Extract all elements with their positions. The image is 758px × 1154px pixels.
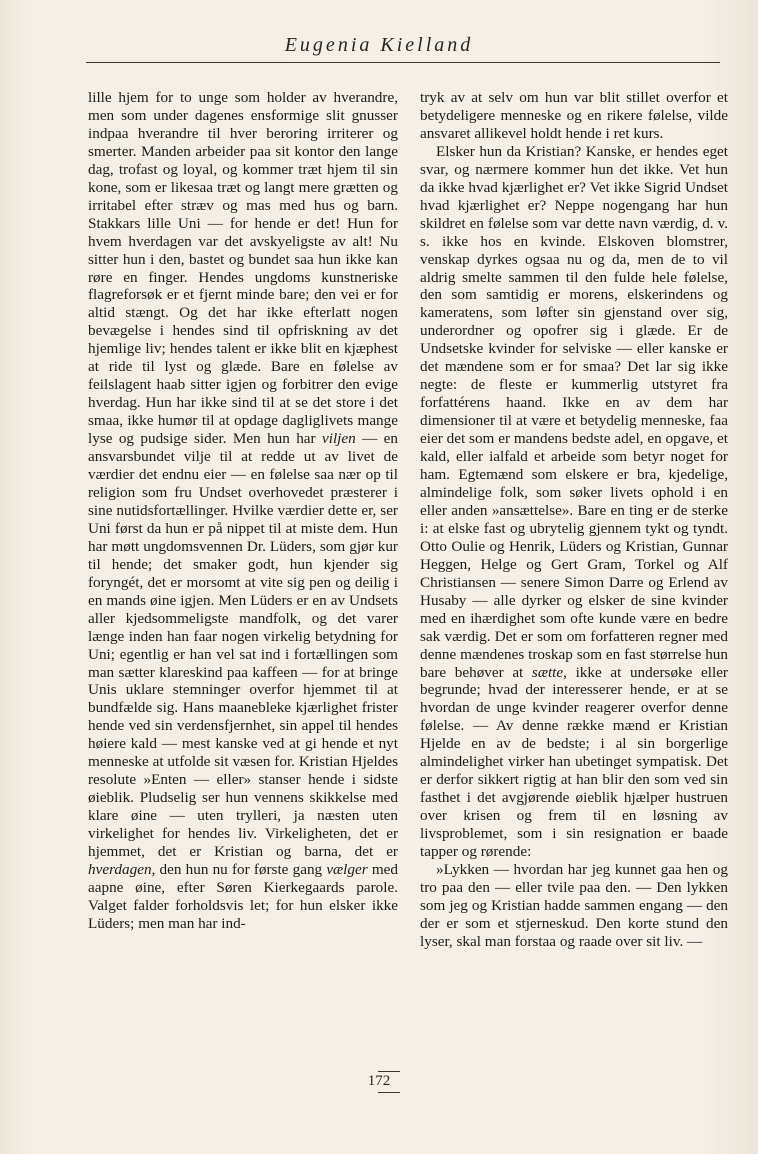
header-rule [86,62,720,63]
running-head-title: Eugenia Kielland [284,34,474,56]
page-number: 172 [367,1073,391,1089]
left-text-2: — en ansvarsbundet vilje til at redde ut av livet de værdier det endnu eier — en følelse saa nær op til religion som fru Undset overhovedet præsterer i sine nutidsfortællinger. Hvilke værdier dette er, ser Uni først da hun er på nippet til at miste dem. Hun har møtt ungdomsvennen Dr. Lüders, som gjør kur til hende; det smaker godt, hun kjender sig foryngét, det er morsomt at vite sig pen og deilig i en mands øine igjen. Men Lüders er en av Undsets aller kjedsommeligste mandfolk, og det varer længe inden han faar nogen virkelig betydning for Uni; egentlig er han vel sat ind i fortællingen som man sætter klareskind paa kaffeen — for at bringe Unis uklare stemninger overfor hjemmet til at bundfælde sig. Hans maanebleke kjærlighet frister hende ved sin verdensfjernhet, sin appel til hendes høiere kald — mest kanske ved at gi hende et nyt menneske at utfolde sit væsen for. Kristian Hjeldes resolute »Enten — eller» stanser hende i sidste øieblik. Pludselig ser hun vennens skikkelse med klare øine — uten trylleri, ja næsten uten virkelighet for hendes liv. Virkeligheten, det er hjemmet, det er Kristian og barna, det er [88,430,398,861]
page-number-rule-bottom [378,1092,400,1093]
right-paragraph-1: tryk av at selv om hun var blit stillet overfor et betydeligere menneske og en rikere følelse, vilde ansvaret allikevel holdt hende i ret kurs. [420,89,728,142]
right-paragraph-2 [420,143,728,861]
page-number-rule-top [378,1071,400,1072]
left-emphasis-hverdagen: hverdagen, [88,860,156,878]
left-emphasis-viljen: viljen [321,430,356,448]
right-text-1: Elsker hun da Kristian? Kanske, er hendes eget svar, og nærmere kommer hun det ikke. Vet hun da ikke hvad kjærlighet er? Vet ikke Sigrid Undset hvad kjærlighet er? Neppe nogengang har hun skildret en følelse som var dette navn værdig, d. v. s. ikke hos en kvinde. Elskoven blomstrer, venskap dyrkes ogsaa nu og da, men de to vil aldrig smelte sammen til den fulde hele følelse, den som samtidig er morens, elskerindens og kameratens, som løfter sin gjenstand over sig, underordner og opofrer sig i glæde. Er de Undsetske kvinder for selviske — eller kanske er det mændene som er for smaa? Det lar sig ikke negte: de fleste er kummerlig utstyret fra forfattérens haand. Ikke en av dem har dimensioner til at være et betydelig menneske, faa eier det som er mandens bedste adel, en opgave, et kald, eller ialfald et arbeide som betyr noget for ham. Egtemænd som elskere er bra, kjedelige, almindelige folk, som søker livets ophold i en eller anden »ansættelse». Bare en ting er de sterke i: at elske fast og ubrytelig gjennem tykt og tyndt. Otto Oulie og Henrik, Lüders og Kristian, Gunnar Heggen, Helge og Gert Gram, Torkel og Alf Christiansen — senere Simon Darre og Erlend av Husaby — alle dyrker og elsker de sine kvinder med en ihærdighet som ofte kunde være en bedre sak værdig. Det er som om forfatteren regner med denne mændenes troskap som en fast størrelse hun bare behøver at [420,142,728,681]
right-emphasis-saette: sætte, [531,663,567,681]
left-emphasis-vaelger: vælger [326,860,368,878]
left-paragraph [88,89,398,933]
right-paragraph-3-quote: »Lykken — hvordan har jeg kunnet gaa hen og tro paa den — eller tvile paa den. — Den lykken som jeg og Kristian hadde sammen engang — den der er som et stjerneskud. Den korte stund den lyser, skal man forstaa og raade over sit liv. — [420,860,728,950]
left-column [88,89,398,933]
left-text-1: lille hjem for to unge som holder av hverandre, men som under dagenes ensformige slit gnusser indpaa hverandre til hver beroring irriterer og smerter. Manden arbeider paa sit kontor den lange dag, trofast og loyal, og kommer træt hjem til sin kone, som er likesaa træt og langt mere grætten og irritabel efter stræv og mas med hus og barn. Stakkars lille Uni — for hende er det! Hun for hvem hverdagen var det avskyeligste av alt! Nu sitter hun i den, bastet og bundet saa hun ikke kan røre en finger. Hendes ungdoms kunstneriske flagreforsøk er et fjernt minde bare; den vei er for altid stængt. Og det har ikke efterlatt nogen bevægelse i hendes sind til opfriskning av det hjemlige liv; hendes talent er ikke blit en kjæphest at ride til lyst og glæde. Bare en følelse av feilslagent haab sitter igjen og forbitrer den evige hverdag. Hun har ikke sind til at se det store i det smaa, ikke humør til at opdage dagliglivets mange lyse og pudsige sider. Men hun har [88,89,398,448]
right-column [420,89,728,951]
left-text-3: den hun nu for første gang [155,860,327,878]
right-text-2: ikke at undersøke eller begrunde; hvad der interesserer hende, er at se hvordan de unge kvinder reagerer overfor denne følelse. — Av denne række mænd er Kristian Hjelde en av de bedste; i al sin borgerlige almindelighet virker han ubetinget sympatisk. Det er derfor sikkert rigtig at han blir den som ved sin fasthet i det avgjørende øieblik hjælper hustruen over krisen og frem til en løsning av livsproblemet, som i sin resignation er baade tapper og rørende: [420,663,728,861]
left-text-4: med aapne øine, efter Søren Kierkegaards parole. Valget falder forholdsvis let; for hun elsker ikke Lüders; men man har ind- [88,860,398,932]
